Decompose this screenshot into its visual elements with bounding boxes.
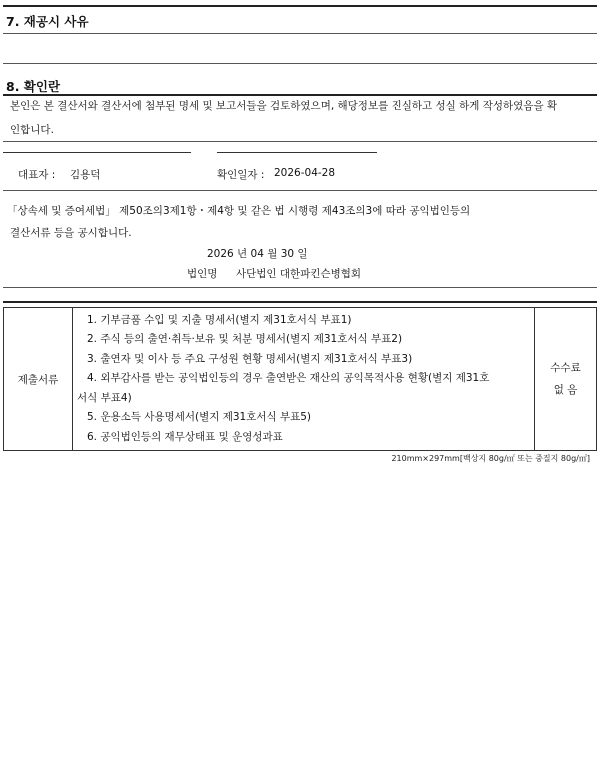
section7-divider — [3, 33, 597, 34]
fee-label: 수수료 — [550, 362, 581, 374]
confirm-date-value: 2026-04-28 — [274, 167, 336, 179]
confirm-date-label: 확인일자 : — [217, 169, 265, 181]
submission-label: 제출서류 — [17, 373, 59, 386]
confirmation-statement-line1: 본인은 본 결산서와 결산서에 첨부된 명세 및 보고서들을 검토하였으며, 해당정보를 진실하고 성실 하게 작성하였음을 확 — [10, 100, 558, 112]
submission-item-1: 1. 기부금품 수입 및 지출 명세서(별지 제31호서식 부표1) — [87, 313, 352, 326]
submission-item-6: 6. 공익법인등의 재무상태표 및 운영성과표 — [87, 430, 283, 443]
date-sign-line — [217, 152, 377, 153]
corp-name: 사단법인 대한파킨슨병협회 — [236, 268, 362, 280]
submission-item-5: 5. 운용소득 사용명세서(별지 제31호서식 부표5) — [87, 411, 312, 424]
notice-line1: 「상속세 및 증여세법」 제50조의3제1항・제4항 및 같은 법 시행령 제43조의3에 따라 공익법인등의 — [7, 205, 471, 217]
fee-cell — [535, 308, 597, 451]
table-top-rule — [3, 301, 597, 303]
submission-item-3: 3. 출연자 및 이사 등 주요 구성원 현황 명세서(별지 제31호서식 부표3) — [87, 352, 413, 365]
section8-title: 8. 확인란 — [6, 79, 61, 94]
submission-items-cell — [73, 308, 535, 451]
submission-item-2: 2. 주식 등의 출연·취득·보유 및 처분 명세서(별지 제31호서식 부표2) — [87, 333, 403, 346]
statement-bottom-rule — [3, 141, 597, 142]
fee-value: 없 음 — [553, 384, 578, 396]
section7-bottom-rule — [3, 63, 597, 64]
representative-name: 김용덕 — [70, 169, 101, 181]
top-rule — [3, 5, 597, 7]
notice-bottom-rule — [3, 287, 597, 288]
submission-table — [3, 307, 597, 451]
corp-label: 법인명 — [187, 268, 218, 280]
submission-table-row — [4, 308, 597, 451]
paper-spec-footer: 210mm×297mm[백상지 80g/㎡ 또는 중질지 80g/㎡] — [391, 454, 590, 463]
submission-label-cell — [4, 308, 73, 451]
confirmation-statement-line2: 인합니다. — [10, 124, 54, 136]
representative-sign-line — [3, 152, 191, 153]
submission-item-4: 4. 외부감사를 받는 공익법인등의 경우 출연받은 재산의 공익목적사용 현황(별지 제31호 — [87, 372, 490, 385]
signature-bottom-rule — [3, 190, 597, 191]
representative-label: 대표자 : — [18, 169, 56, 181]
section7-title: 7. 재공시 사유 — [6, 14, 89, 29]
submission-item-4-cont: 서식 부표4) — [77, 391, 132, 404]
notice-date: 2026 년 04 월 30 일 — [207, 248, 308, 260]
notice-line2: 결산서류 등을 공시합니다. — [10, 227, 132, 239]
section8-rule — [3, 94, 597, 96]
